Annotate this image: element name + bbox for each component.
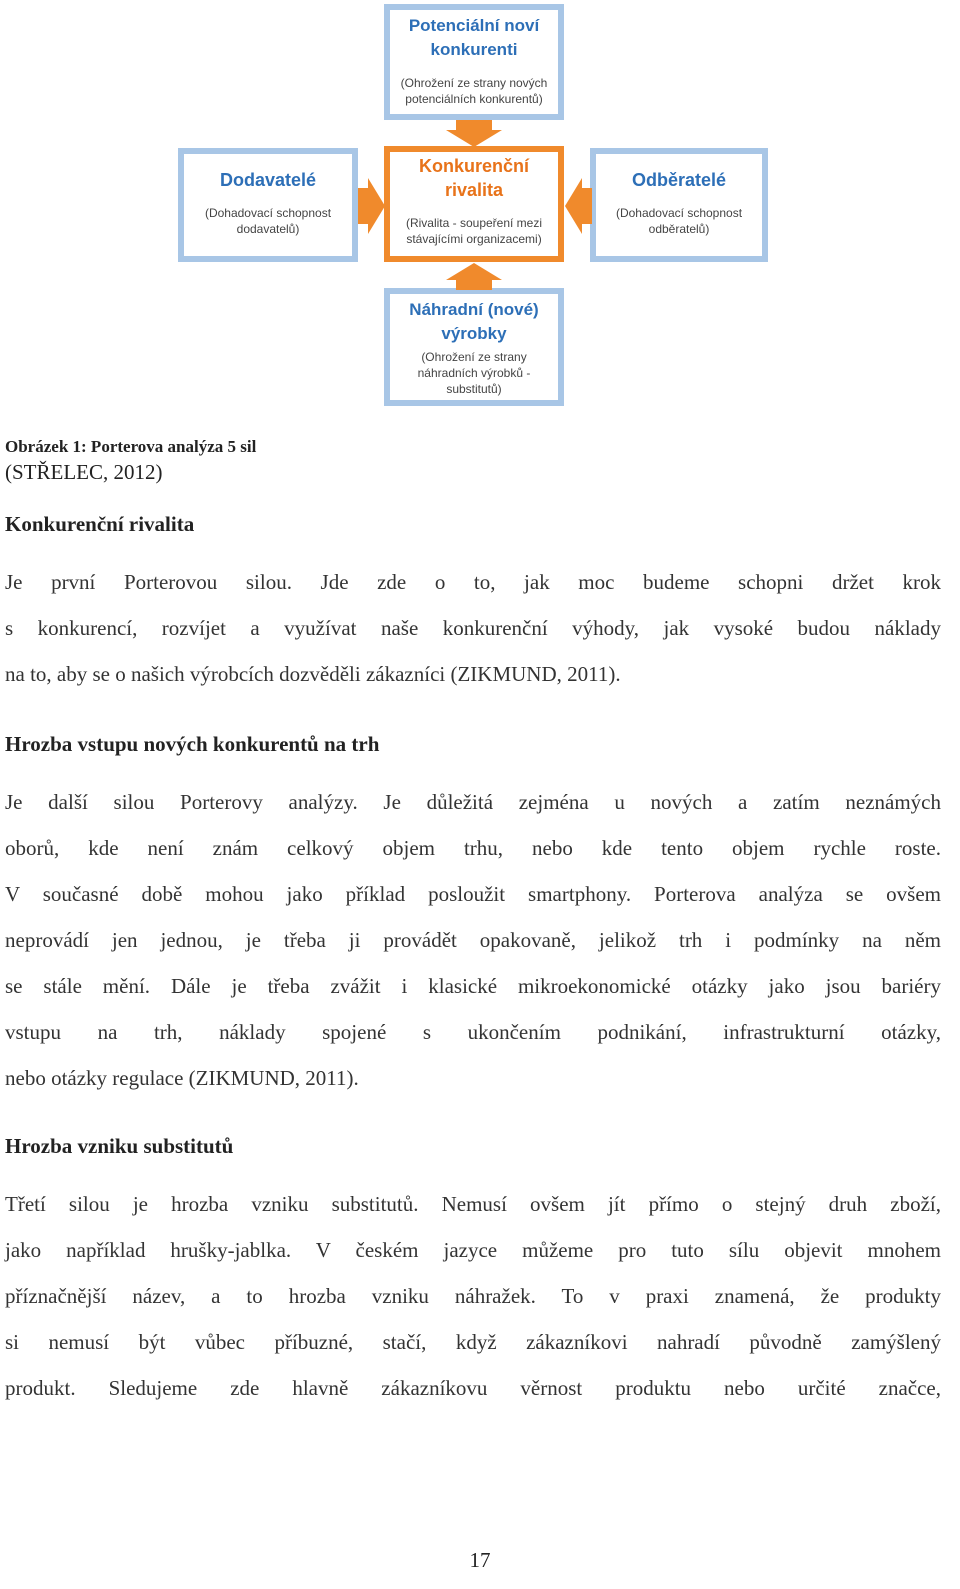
box-potential-entrants — [384, 4, 564, 120]
box-subtitle: substitutů) — [446, 382, 502, 396]
paragraph-line: příznačnější název, a to hrozba vzniku náhražek. To v praxi znamená, že produkty — [5, 1284, 941, 1308]
paragraph-line: Je další silou Porterovy analýzy. Je důležitá zejména u nových a zatím neznámých — [5, 790, 941, 814]
figure-source: (STŘELEC, 2012) — [5, 460, 163, 484]
box-substitutes — [384, 288, 564, 406]
paragraph-line: jako například hrušky-jablka. V českém jazyce můžeme pro tuto sílu objevit mnohem — [5, 1238, 941, 1262]
paragraph-line: Třetí silou je hrozba vzniku substitutů. Nemusí ovšem jít přímo o stejný druh zboží, — [5, 1192, 941, 1216]
box-suppliers — [178, 148, 358, 262]
box-title: výrobky — [441, 324, 507, 343]
paragraph-line: oborů, kde není znám celkový objem trhu, nebo kde tento objem rychle roste. — [5, 836, 941, 860]
box-subtitle: potenciálních konkurentů) — [405, 92, 543, 106]
paragraph-line: s konkurencí, rozvíjet a využívat naše konkurenční výhody, jak vysoké budou náklady — [5, 616, 941, 640]
box-title: Odběratelé — [631, 170, 727, 190]
paragraph-line: nebo otázky regulace (ZIKMUND, 2011). — [5, 1066, 359, 1090]
paragraph-line: vstupu na trh, náklady spojené s ukončením podnikání, infrastrukturní otázky, — [5, 1020, 941, 1044]
box-subtitle: (Dohadovací schopnost — [204, 206, 332, 220]
section-heading: Hrozba vzniku substitutů — [5, 1134, 234, 1158]
arrow-left-icon — [564, 176, 592, 236]
porter-five-forces-diagram — [0, 0, 960, 420]
box-competitive-rivalry — [384, 146, 564, 262]
box-subtitle: odběratelů) — [648, 222, 710, 236]
box-title: konkurenti — [430, 40, 518, 59]
section-heading: Konkurenční rivalita — [5, 512, 195, 536]
paragraph-line: neprovádí jen jednou, je třeba ji provádět opakovaně, jelikož trh i podmínky na něm — [5, 928, 941, 952]
box-title: Potenciální noví — [408, 16, 540, 35]
box-subtitle: (Rivalita - soupeření mezi — [405, 216, 543, 230]
box-subtitle: (Dohadovací schopnost — [615, 206, 743, 220]
box-title: Konkurenční — [418, 156, 529, 176]
figure-caption: Obrázek 1: Porterova analýza 5 sil — [5, 437, 257, 456]
box-subtitle: stávajícími organizacemi) — [406, 232, 542, 246]
paragraph-line: se stále mění. Dále je třeba zvážit i klasické mikroekonomické otázky jako jsou bariéry — [5, 974, 941, 998]
paragraph-line: si nemusí být vůbec příbuzné, stačí, když zákazníkovi nahradí původně zamýšlený — [5, 1330, 941, 1354]
box-buyers — [590, 148, 768, 262]
paragraph-line: V současné době mohou jako příklad posloužit smartphony. Porterova analýza se ovšem — [5, 882, 941, 906]
arrow-down-icon — [444, 120, 504, 148]
box-subtitle: (Ohrožení ze strany nových — [400, 76, 548, 90]
paragraph-line: Je první Porterovou silou. Jde zde o to, jak moc budeme schopni držet krok — [5, 570, 941, 594]
paragraph-line: na to, aby se o našich výrobcích dozvěděli zákazníci (ZIKMUND, 2011). — [5, 662, 621, 686]
arrow-up-icon — [444, 262, 504, 290]
arrow-right-icon — [358, 176, 386, 236]
page-number: 17 — [469, 1548, 491, 1572]
section-heading: Hrozba vstupu nových konkurentů na trh — [5, 732, 380, 756]
box-subtitle: dodavatelů) — [236, 222, 300, 236]
box-title: Dodavatelé — [219, 170, 317, 190]
box-subtitle: náhradních výrobků - — [417, 366, 531, 380]
paragraph-line: produkt. Sledujeme zde hlavně zákazníkovu věrnost produktu nebo určité značce, — [5, 1376, 941, 1400]
box-subtitle: (Ohrožení ze strany — [421, 350, 527, 364]
box-title: rivalita — [444, 180, 504, 200]
box-title: Náhradní (nové) — [409, 300, 539, 319]
